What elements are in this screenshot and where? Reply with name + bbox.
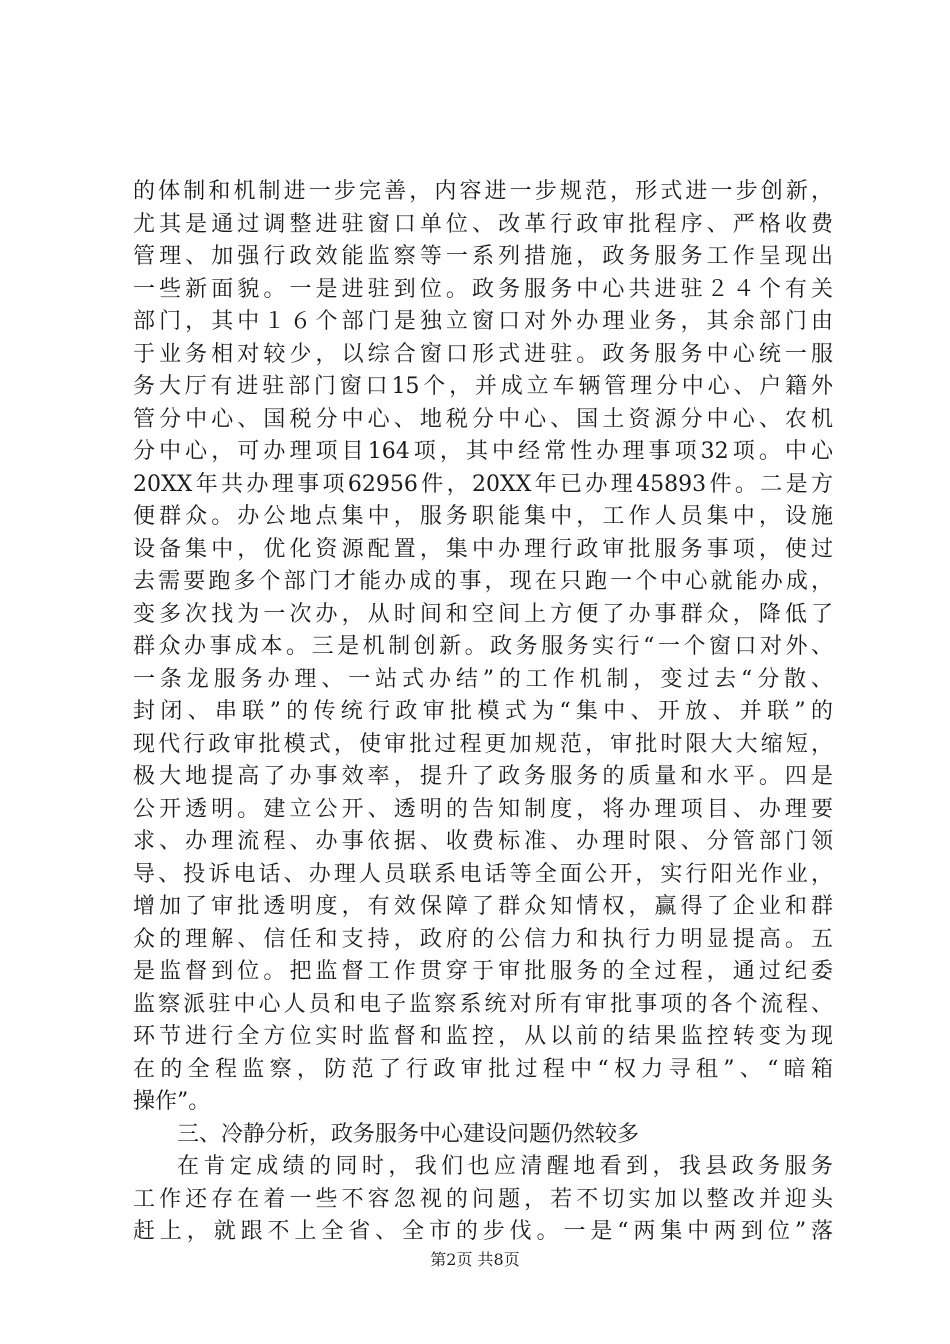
paragraph-2: [133, 1151, 833, 1249]
paragraph-1: [133, 176, 833, 1119]
text-line: 赶上，就跟不上全省、全市的步伐。一是“两集中两到位”落: [133, 1219, 833, 1244]
text-line: 现代行政审批模式，使审批过程更加规范，审批时限大大缩短，: [133, 731, 833, 757]
text-line: 一些新面貌。一是进驻到位。政务服务中心共进驻２４个有关: [133, 276, 833, 302]
text-line: 去需要跑多个部门才能办成的事，现在只跑一个中心就能办成，: [133, 569, 833, 594]
text-line: 群众办事成本。三是机制创新。政务服务实行“一个窗口对外、: [133, 634, 833, 659]
body-text: [133, 176, 833, 1249]
text-line: 的体制和机制进一步完善，内容进一步规范，形式进一步创新，: [133, 179, 833, 204]
text-line: 在的全程监察，防范了行政审批过程中“权力寻租”、“暗箱: [133, 1056, 833, 1082]
text-line: 监察派驻中心人员和电子监察系统对所有审批事项的各个流程、: [133, 991, 833, 1017]
text-line: 尤其是通过调整进驻窗口单位、改革行政审批程序、严格收费: [133, 211, 833, 237]
text-line: 导、投诉电话、办理人员联系电话等全面公开，实行阳光作业，: [133, 861, 833, 887]
text-line: 设备集中，优化资源配置，集中办理行政审批服务事项，使过: [133, 536, 833, 562]
text-line: 部门，其中１６个部门是独立窗口对外办理业务，其余部门由: [133, 309, 833, 334]
text-line: 增加了审批透明度，有效保障了群众知情权，赢得了企业和群: [133, 894, 833, 919]
section-heading-3: 三、冷静分析，政务服务中心建设问题仍然较多: [177, 1121, 640, 1147]
text-line: 工作还存在着一些不容忽视的问题，若不切实加以整改并迎头: [133, 1186, 833, 1212]
text-line: 20XX年共办理事项62956件，20XX年已办理45893件。二是方: [133, 471, 833, 497]
text-line: 在肯定成绩的同时，我们也应清醒地看到，我县政务服务: [177, 1154, 833, 1179]
text-line: 封闭、串联”的传统行政审批模式为“集中、开放、并联”的: [133, 699, 833, 724]
text-line: 变多次找为一次办，从时间和空间上方便了办事群众，降低了: [133, 601, 833, 627]
text-line: 极大地提高了办事效率，提升了政务服务的质量和水平。四是: [133, 764, 833, 789]
text-line: 是监督到位。把监督工作贯穿于审批服务的全过程，通过纪委: [133, 959, 833, 984]
text-line: 环节进行全方位实时监督和监控，从以前的结果监控转变为现: [133, 1024, 833, 1049]
text-line: 操作”。: [133, 1089, 211, 1114]
text-line: 务大厅有进驻部门窗口15个，并成立车辆管理分中心、户籍外: [133, 374, 833, 399]
text-line: 求、办理流程、办事依据、收费标准、办理时限、分管部门领: [133, 829, 833, 854]
text-line: 众的理解、信任和支持，政府的公信力和执行力明显提高。五: [133, 926, 833, 952]
text-line: 管理、加强行政效能监察等一系列措施，政务服务工作呈现出: [133, 244, 833, 269]
page-footer: 第2页 共8页: [430, 1250, 520, 1269]
text-line: 于业务相对较少，以综合窗口形式进驻。政务服务中心统一服: [133, 341, 833, 367]
text-line: 管分中心、国税分中心、地税分中心、国土资源分中心、农机: [133, 406, 833, 432]
text-line: 便群众。办公地点集中，服务职能集中，工作人员集中，设施: [133, 504, 833, 529]
text-line: 一条龙服务办理、一站式办结”的工作机制，变过去“分散、: [133, 666, 833, 692]
text-line: 分中心，可办理项目164项，其中经常性办理事项32项。中心: [133, 439, 833, 464]
text-line: 公开透明。建立公开、透明的告知制度，将办理项目、办理要: [133, 796, 833, 822]
